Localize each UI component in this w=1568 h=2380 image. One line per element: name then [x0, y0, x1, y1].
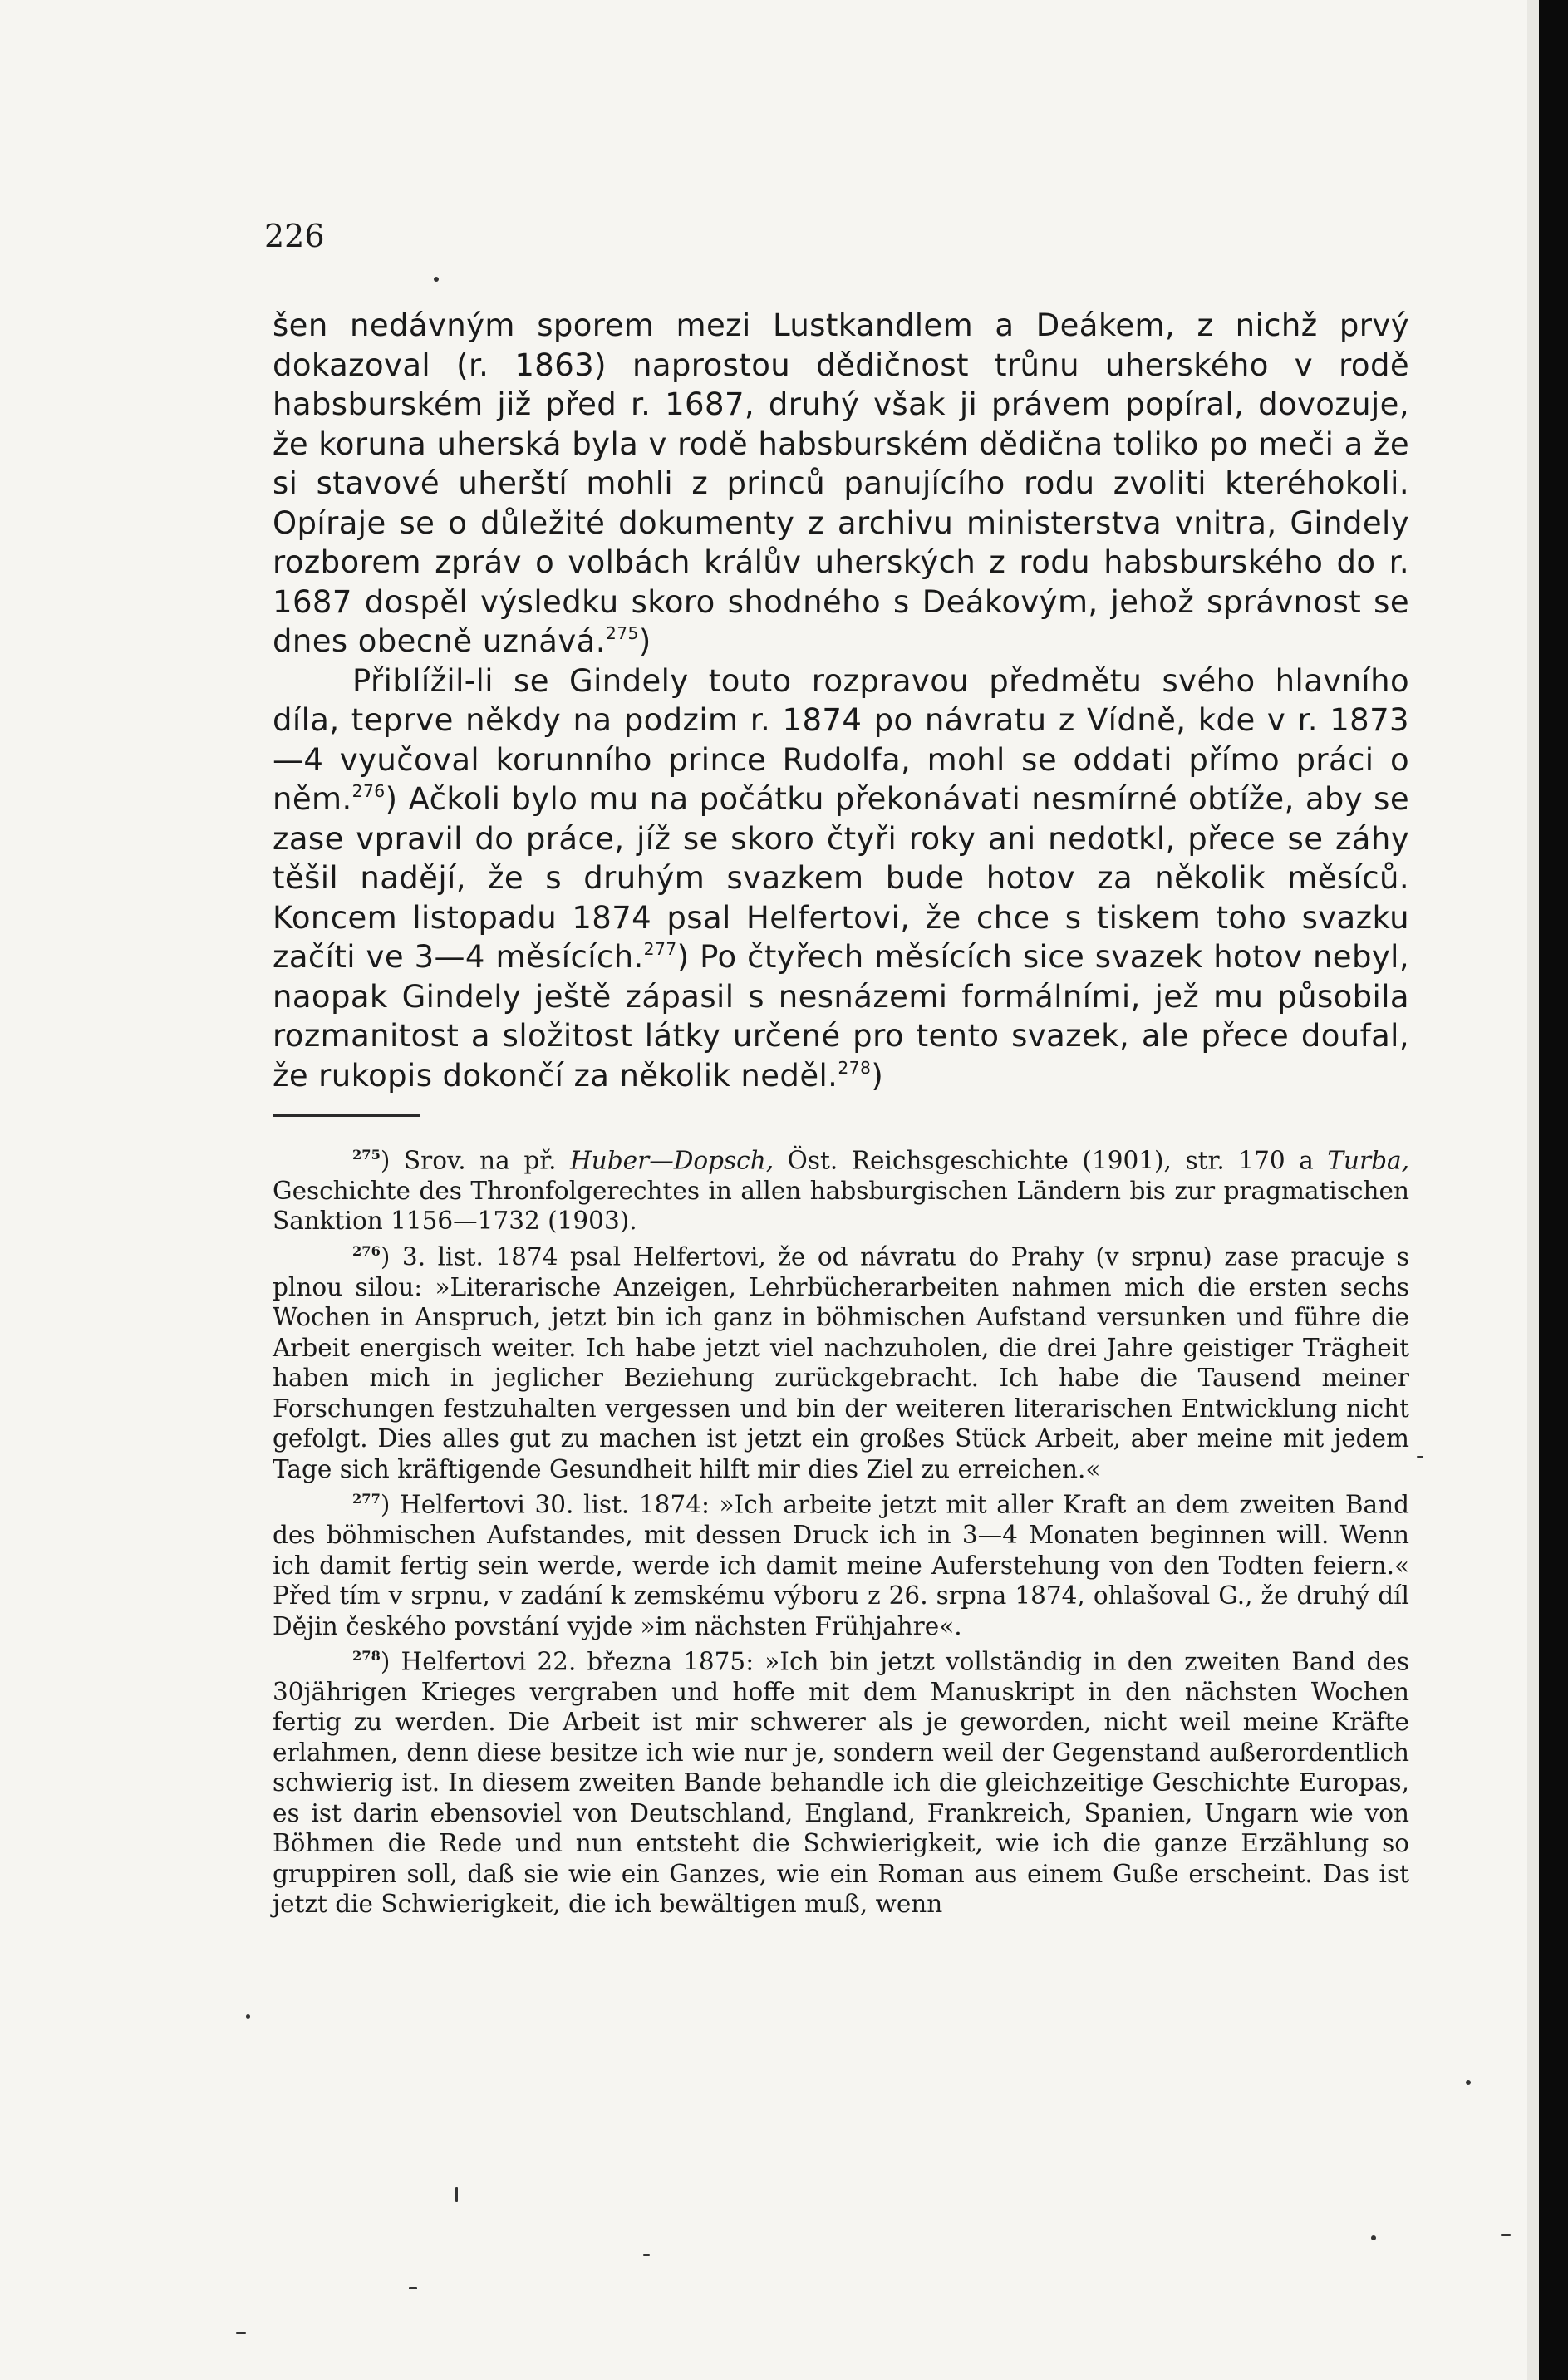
paragraph-1-text: šen nedávným sporem mezi Lustkandlem a Deákem, z nichž prvý dokazoval (r. 1863) naprostou dědičnost trůnu uherského v rodě habsburském již před r. 1687, druhý však ji právem popíral, dovozuje, že koruna uherská byla v rodě habsburském dědična toliko po meči a že si stavové uherští mohli z princů panujícího rodu zvoliti kteréhokoli. Opíraje se o důležité dokumenty z archivu ministerstva vnitra, Gindely rozborem zpráv o volbách králův uherských z rodu habsburského do r. 1687 dospěl výsledku skoro shodného s Deákovým, jehož správnost se dnes obecně uznává.	[273, 307, 1409, 659]
scan-speck	[643, 2254, 650, 2256]
footnote-author: Turba,	[1327, 1146, 1410, 1175]
scan-speck	[236, 2332, 246, 2334]
footnote-mark: 278	[352, 1648, 381, 1665]
footnotes	[273, 1140, 1409, 1920]
footnote-277: $^{277}$) Helfertovi 30. list. 1874: »Ich arbeite jetzt mit aller Kraft an dem zweiten Band des böhmischen Aufstandes, mit dessen Druck ich in 3—4 Monaten beginnen will. Wenn ich damit fertig sein werde, werde ich damit meine Auferstehung von den Todten feiern.« Před tím v srpnu, v zadání k zemskému výboru z 26. srpna 1874, ohlašoval G., že druhý díl Dějin českého povstání vyjde »im nächsten Frühjahre«.	[273, 1490, 1409, 1640]
footnote-text: Helfertovi 22. března 1875: »Ich bin jetzt vollständig in den zweiten Band des 30jährigen Krieges vergraben und hoffe mit dem Manuskript in den nächsten Wochen fertig zu werden. Die Arbeit ist mir schwerer als je geworden, nicht weil meine Kräfte erlahmen, denn diese besitze ich wie nur je, sondern weil der Gegenstand außerordentlich schwierig ist. In diesem zweiten Bande behandle ich die gleichzeitige Geschichte Europas, es ist darin ebensoviel von Deutschland, England, Frankreich, Spanien, Ungarn wie von Böhmen die Rede und nun entsteht die Schwierigkeit, wie ich die ganze Erzählung so gruppiren soll, daß sie wie ein Ganzes, wie ein Roman aus einem Guße erscheint. Das ist jetzt die Schwierigkeit, die ich bewältigen muß, wenn	[273, 1647, 1409, 1919]
paragraph-2-segment-3: Po čtyřech měsících sice svazek hotov nebyl, naopak Gindely ještě zápasil s nesnázemi formálními, jež mu působila rozmanitost a složitost látky určené pro tento svazek, ale přece doufal, že rukopis dokončí za několik neděl.	[273, 939, 1409, 1094]
scan-speck	[434, 277, 439, 282]
footnote-text: Srov. na př.	[403, 1146, 571, 1175]
footnote-mark: 276	[352, 1242, 381, 1259]
footnote-text: Öst. Reichsgeschichte (1901), str. 170 a	[774, 1146, 1328, 1175]
footnote-divider	[273, 1114, 420, 1117]
scan-speck	[246, 2014, 250, 2019]
page-number: 226	[264, 218, 325, 254]
footnote-275: $^{275}$) Srov. na př. Huber—Dopsch, Öst. Reichsgeschichte (1901), str. 170 a Turba, Geschichte des Thronfolgerechtes in allen habsburgischen Ländern bis zur pragmatischen Sanktion 1156—1732 (1903).	[273, 1146, 1410, 1236]
scan-speck	[1417, 1456, 1423, 1458]
note-ref-275: 275	[605, 622, 639, 643]
paragraph-1: šen nedávným sporem mezi Lustkandlem a Deákem, z nichž prvý dokazoval (r. 1863) naprostou dědičnost trůnu uherského v rodě habsburském již před r. 1687, druhý však ji právem popíral, dovozuje, že koruna uherská byla v rodě habsburském dědična toliko po meči a že si stavové uherští mohli z princů panujícího rodu zvoliti kteréhokoli. Opíraje se o důležité dokumenty z archivu ministerstva vnitra, Gindely rozborem zpráv o volbách králův uherských z rodu habsburského do r. 1687 dospěl výsledku skoro shodného s Deákovým, jehož správnost se dnes obecně uznává.$^{275}$)	[273, 307, 1409, 659]
scan-speck	[409, 2287, 417, 2289]
main-text	[273, 306, 1409, 1095]
footnote-text: 3. list. 1874 psal Helfertovi, že od návratu do Prahy (v srpnu) zase pracuje s plnou silou: »Literarische Anzeigen, Lehrbücherarbeiten nahmen mich die ersten sechs Wochen in Anspruch, jetzt bin ich ganz in böhmischen Aufstand versunken und führe die Arbeit energisch weiter. Ich habe jetzt viel nachzuholen, die drei Jahre geistiger Trägheit haben mich in jeglicher Beziehung zurückgebracht. Ich habe die Tausend meiner Forschungen festzuhalten vergessen und bin der weiteren literarischen Entwicklung nicht gefolgt. Dies alles gut zu machen ist jetzt ein großes Stück Arbeit, aber meine mit jedem Tage sich kräftigende Gesundheit hilft mir dies Ziel zu erreichen.«	[273, 1242, 1409, 1483]
footnote-276: $^{276}$) 3. list. 1874 psal Helfertovi, že od návratu do Prahy (v srpnu) zase pracuje s plnou silou: »Literarische Anzeigen, Lehrbücherarbeiten nahmen mich die ersten sechs Wochen in Anspruch, jetzt bin ich ganz in böhmischen Aufstand versunken und führe die Arbeit energisch weiter. Ich habe jetzt viel nachzuholen, die drei Jahre geistiger Trägheit haben mich in jeglicher Beziehung zurückgebracht. Ich habe die Tausend meiner Forschungen festzuhalten vergessen und bin der weiteren literarischen Entwicklung nicht gefolgt. Dies alles gut zu machen ist jetzt ein großes Stück Arbeit, aber meine mit jedem Tage sich kräftigende Gesundheit hilft mir dies Ziel zu erreichen.«	[273, 1242, 1409, 1483]
adjacent-page-edge	[1527, 0, 1539, 2380]
footnote-mark: 275	[352, 1147, 381, 1163]
scan-speck	[1466, 2080, 1471, 2085]
paragraph-2-segment-2: Ačkoli bylo mu na počátku překonávati nesmírné obtíže, aby se zase vpravil do práce, jíž se skoro čtyři roky ani nedotkl, přece se záhy těšil nadějí, že s druhým svazkem bude hotov za několik měsíců. Koncem listopadu 1874 psal Helfertovi, že chce s tiskem toho svazku začíti ve 3—4 měsících.	[273, 781, 1409, 975]
note-ref-276: 276	[351, 780, 386, 801]
footnote-278: $^{278}$) Helfertovi 22. března 1875: »Ich bin jetzt vollständig in den zweiten Band des 30jährigen Krieges vergraben und hoffe mit dem Manuskript in den nächsten Wochen fertig zu werden. Die Arbeit ist mir schwerer als je geworden, nicht weil meine Kräfte erlahmen, denn diese besitze ich wie nur je, sondern weil der Gegenstand außerordentlich schwierig ist. In diesem zweiten Bande behandle ich die gleichzeitige Geschichte Europas, es ist darin ebensoviel von Deutschland, England, Frankreich, Spanien, Ungarn wie von Böhmen die Rede und nun entsteht die Schwierigkeit, wie ich die ganze Erzählung so gruppiren soll, daß sie wie ein Ganzes, wie ein Roman aus einem Guße erscheint. Das ist jetzt die Schwierigkeit, die ich bewältigen muß, wenn	[273, 1647, 1409, 1919]
scan-speck	[1501, 2234, 1511, 2236]
note-ref-278: 278	[838, 1057, 872, 1078]
footnote-text: Helfertovi 30. list. 1874: »Ich arbeite jetzt mit aller Kraft an dem zweiten Band des böhmischen Aufstandes, mit dessen Druck ich in 3—4 Monaten beginnen will. Wenn ich damit fertig sein werde, werde ich damit meine Auferstehung von den Todten feiern.« Před tím v srpnu, v zadání k zemskému výboru z 26. srpna 1874, ohlašoval G., že druhý díl Dějin českého povstání vyjde »im nächsten Frühjahre«.	[273, 1490, 1409, 1640]
footnote-author: Huber—Dopsch,	[570, 1146, 774, 1175]
scan-speck	[1371, 2235, 1376, 2240]
paragraph-2-segment-1: Přiblížil-li se Gindely touto rozpravou předmětu svého hlavního díla, teprve někdy na podzim r. 1874 po návratu z Vídně, kde v r. 1873—4 vyučoval korunního prince Rudolfa, mohl se oddati přímo práci o něm.	[273, 662, 1409, 817]
scan-speck	[455, 2187, 458, 2202]
paragraph-2: Přiblížil-li se Gindely touto rozpravou předmětu svého hlavního díla, teprve někdy na podzim r. 1874 po návratu z Vídně, kde v r. 1873—4 vyučoval korunního prince Rudolfa, mohl se oddati přímo práci o něm.$^{276}$) Ačkoli bylo mu na počátku překonávati nesmírné obtíže, aby se zase vpravil do práce, jíž se skoro čtyři roky ani nedotkl, přece se záhy těšil nadějí, že s druhým svazkem bude hotov za několik měsíců. Koncem listopadu 1874 psal Helfertovi, že chce s tiskem toho svazku začíti ve 3—4 měsících.$^{277}$) Po čtyřech měsících sice svazek hotov nebyl, naopak Gindely ještě zápasil s nesnázemi formálními, jež mu působila rozmanitost a složitost látky určené pro tento svazek, ale přece doufal, že rukopis dokončí za několik neděl.$^{278}$)	[273, 662, 1409, 1094]
note-ref-277: 277	[643, 938, 677, 959]
footnote-mark: 277	[352, 1491, 381, 1507]
footnote-text: Geschichte des Thronfolgerechtes in allen habsburgischen Ländern bis zur pragmatischen Sanktion 1156—1732 (1903).	[273, 1176, 1409, 1236]
